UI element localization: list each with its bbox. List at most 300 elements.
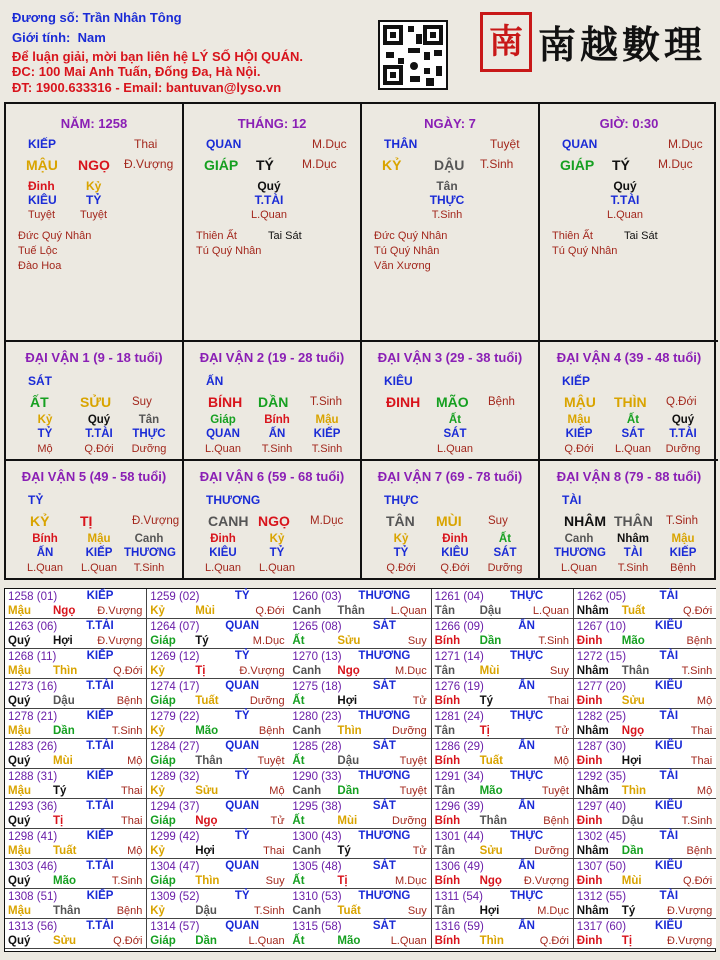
- year-label: 1264 (07): [150, 621, 200, 633]
- dai-van-hidden-stem: Tân: [138, 414, 160, 426]
- year-can: Mậu: [8, 605, 31, 617]
- year-phase: Q.Đới: [113, 935, 143, 947]
- year-star: TÀI: [659, 890, 679, 902]
- year-can: Quý: [8, 695, 31, 707]
- year-can: Canh: [292, 785, 322, 797]
- year-chi: Tý: [621, 905, 636, 917]
- dai-van-hidden-stem: Canh: [134, 533, 164, 545]
- dai-van-title: ĐẠI VẬN 8 (79 - 88 tuổi): [556, 469, 702, 484]
- year-label: 1295 (38): [292, 801, 342, 813]
- hidden-stem: Quý: [257, 179, 281, 193]
- pillar-chi: DẬU: [434, 157, 465, 173]
- year-star: THƯƠNG: [358, 590, 411, 602]
- year-chi: Sửu: [337, 635, 361, 647]
- shen-sha: Tai Sát: [624, 230, 658, 242]
- year-label: 1268 (11): [8, 651, 57, 663]
- dai-van-star: KIẾP: [562, 374, 591, 388]
- year-label: 1284 (27): [150, 741, 200, 753]
- year-can: Đinh: [576, 635, 603, 647]
- year-phase: Suy: [550, 665, 569, 677]
- year-can: Nhâm: [576, 605, 609, 617]
- year-label: 1263 (06): [8, 621, 58, 633]
- shen-sha: Thiên Ất: [196, 230, 237, 242]
- year-cell: [289, 889, 431, 919]
- hidden-stem-1: Đinh: [28, 179, 55, 193]
- year-can: Đinh: [576, 935, 603, 947]
- year-chi: Tuất: [53, 845, 77, 857]
- year-can: Giáp: [150, 875, 176, 887]
- year-chi: Hợi: [337, 695, 358, 707]
- pillar-1: [6, 104, 184, 342]
- dai-van-hidden-star: THƯƠNG: [554, 547, 606, 559]
- year-star: KIẾP: [86, 770, 114, 782]
- year-label: 1281 (24): [434, 711, 484, 723]
- pillar-top-star: THÂN: [384, 137, 418, 151]
- year-chi: Ngọ: [195, 815, 218, 827]
- year-chi: Thìn: [337, 725, 362, 737]
- hidden-phase: L.Quan: [606, 209, 644, 221]
- year-can: Mậu: [8, 665, 31, 677]
- year-cell: [574, 679, 716, 709]
- chart-main: [4, 102, 716, 580]
- dai-van-7: [362, 461, 540, 580]
- year-chi: Thân: [337, 605, 365, 617]
- year-chi: Dậu: [337, 755, 360, 767]
- year-phase: Tử: [412, 845, 427, 857]
- year-cell: [432, 589, 574, 619]
- qr-code[interactable]: [378, 20, 448, 90]
- pillar-title: NGÀY: 7: [424, 116, 476, 131]
- year-star: KIÊU: [655, 920, 683, 932]
- pillar-chi: TÝ: [256, 157, 274, 173]
- year-cell: [147, 739, 289, 769]
- year-cell: [574, 829, 716, 859]
- dai-van-2: [184, 342, 362, 461]
- year-star: QUAN: [225, 860, 260, 872]
- dai-van-hidden-stem: Canh: [564, 533, 594, 545]
- year-can: Canh: [292, 605, 322, 617]
- shen-sha: Thiên Ất: [552, 230, 593, 242]
- year-label: 1306 (49): [434, 861, 484, 873]
- year-label: 1297 (40): [576, 801, 627, 813]
- year-phase: Tuyệt: [399, 785, 427, 797]
- year-star: QUAN: [225, 680, 260, 692]
- year-label: 1278 (21): [8, 711, 58, 723]
- year-phase: Bệnh: [116, 905, 143, 917]
- year-cell: [147, 679, 289, 709]
- year-cell: [5, 769, 147, 799]
- year-label: 1277 (20): [576, 681, 627, 693]
- year-star: TỶ: [234, 770, 250, 782]
- dai-van-hidden-phase: Q.Đới: [564, 443, 594, 455]
- year-phase: Mộ: [269, 785, 285, 797]
- year-star: ẤN: [518, 800, 535, 812]
- year-chi: Mão: [195, 725, 219, 737]
- year-label: 1290 (33): [292, 771, 342, 783]
- dai-van-hidden-stem: Ất: [626, 414, 640, 426]
- year-cell: [574, 889, 716, 919]
- year-label: 1261 (04): [434, 591, 484, 603]
- year-star: SÁT: [372, 740, 396, 752]
- year-label: 1294 (37): [150, 801, 200, 813]
- dai-van-hidden-phase: L.Quan: [258, 562, 296, 574]
- year-phase: Bệnh: [258, 725, 285, 737]
- year-star: T.TÀI: [86, 800, 114, 812]
- year-chi: Tị: [195, 665, 206, 677]
- year-chi: Tuất: [621, 605, 646, 617]
- year-can: Giáp: [150, 815, 176, 827]
- year-chi: Tuất: [195, 695, 219, 707]
- year-phase: Dưỡng: [392, 725, 427, 737]
- dai-van-chi: MÙI: [436, 513, 462, 529]
- dai-van-hidden-star: T.TÀI: [85, 428, 113, 440]
- dai-van-hidden-phase: L.Quan: [560, 562, 598, 574]
- dai-van-star: TÀI: [562, 493, 582, 507]
- pillar-can: KỶ: [382, 157, 402, 173]
- dai-van-hidden-stem: Ất: [498, 533, 512, 545]
- year-can: Quý: [8, 755, 31, 767]
- year-chi: Ngọ: [621, 725, 645, 737]
- year-chi: Dần: [337, 785, 360, 797]
- year-phase: Thai: [690, 755, 713, 767]
- year-star: TÀI: [659, 710, 679, 722]
- year-chi: Tý: [53, 785, 67, 797]
- dai-van-8: [540, 461, 718, 580]
- year-label: 1280 (23): [292, 711, 342, 723]
- year-can: Nhâm: [576, 845, 609, 857]
- dai-van-hidden-phase: L.Quan: [26, 562, 64, 574]
- year-chi: Mùi: [53, 755, 73, 767]
- year-can: Mậu: [8, 725, 31, 737]
- year-can: Đinh: [576, 875, 603, 887]
- year-chi: Tý: [195, 635, 209, 647]
- year-cell: [432, 769, 574, 799]
- year-chi: Mùi: [621, 875, 642, 887]
- year-can: Kỷ: [150, 605, 165, 617]
- year-phase: Tuyệt: [257, 755, 285, 767]
- year-star: KIÊU: [655, 740, 683, 752]
- year-cell: [574, 619, 716, 649]
- dai-van-hidden-stem: Bính: [32, 533, 58, 545]
- year-star: THỰC: [510, 590, 544, 602]
- dai-van-star: KIÊU: [384, 374, 413, 388]
- year-star: THƯƠNG: [358, 830, 411, 842]
- dai-van-hidden-phase: L.Quan: [204, 443, 242, 455]
- dai-van-can: ĐINH: [386, 394, 421, 410]
- year-chi: Ngọ: [337, 665, 360, 677]
- year-phase: Q.Đới: [255, 605, 285, 617]
- year-cell: [147, 619, 289, 649]
- dai-van-can: ẤT: [30, 394, 49, 410]
- year-phase: T.Sinh: [111, 725, 143, 737]
- pillar-top-phase: M.Dục: [668, 137, 703, 151]
- year-cell: [574, 649, 716, 679]
- year-phase: Mộ: [696, 785, 713, 797]
- dai-van-hidden-star: THỰC: [132, 428, 166, 440]
- year-phase: Thai: [547, 695, 569, 707]
- dai-van-hidden-star: KIÊU: [441, 547, 469, 559]
- dai-van-title: ĐẠI VẬN 2 (19 - 28 tuổi): [199, 350, 345, 365]
- shen-sha: Tai Sát: [268, 230, 302, 242]
- shen-sha: Đức Quý Nhân: [374, 230, 448, 242]
- year-phase: L.Quan: [532, 605, 569, 617]
- year-cell: [289, 649, 431, 679]
- year-can: Giáp: [150, 935, 176, 947]
- year-label: 1267 (10): [576, 621, 627, 633]
- year-label: 1301 (44): [434, 831, 484, 843]
- year-label: 1314 (57): [150, 921, 200, 933]
- year-star: THỰC: [510, 830, 544, 842]
- year-chi: Hợi: [621, 755, 642, 767]
- year-can: Ất: [292, 635, 305, 647]
- year-phase: Bệnh: [116, 695, 143, 707]
- dai-van-hidden-stem: Kỷ: [393, 533, 409, 545]
- year-label: 1269 (12): [150, 651, 200, 663]
- year-cell: [574, 589, 716, 619]
- gender-label: Giới tính:: [12, 30, 71, 45]
- dai-van-can: MẬU: [564, 394, 596, 410]
- dai-van-hidden-stem: Quý: [87, 414, 111, 426]
- pillar-phase: Đ.Vượng: [124, 157, 174, 171]
- year-can: Đinh: [576, 755, 603, 767]
- year-label: 1282 (25): [576, 711, 627, 723]
- header: [0, 0, 720, 100]
- year-star: THỰC: [510, 770, 544, 782]
- year-chi: Mão: [53, 875, 76, 887]
- dai-van-title: ĐẠI VẬN 3 (29 - 38 tuổi): [377, 350, 523, 365]
- year-can: Quý: [8, 935, 31, 947]
- year-chi: Dậu: [621, 815, 644, 827]
- pillar-can: MẬU: [26, 157, 58, 173]
- year-chi: Thân: [195, 755, 223, 767]
- year-can: Tân: [434, 725, 456, 737]
- hidden-star-1: KIÊU: [28, 193, 57, 207]
- year-can: Ất: [292, 935, 305, 947]
- year-chi: Mão: [479, 785, 503, 797]
- year-star: KIÊU: [655, 800, 683, 812]
- year-phase: L.Quan: [390, 935, 427, 947]
- gender-line: [12, 30, 106, 45]
- dai-van-hidden-stem: Quý: [671, 414, 695, 426]
- hidden-star-2: TỶ: [86, 193, 102, 207]
- dai-van-chi: TỊ: [80, 513, 93, 529]
- dai-van-1: [6, 342, 184, 461]
- year-phase: M.Dục: [537, 905, 569, 917]
- year-can: Giáp: [150, 755, 176, 767]
- year-star: THỰC: [510, 710, 544, 722]
- year-star: TỶ: [234, 650, 250, 662]
- year-label: 1259 (02): [150, 591, 200, 603]
- dai-van-hidden-star: KIẾP: [313, 428, 341, 440]
- dai-van-hidden-phase: Bệnh: [670, 562, 696, 574]
- year-star: QUAN: [225, 740, 260, 752]
- year-cell: [574, 859, 716, 889]
- year-cell: [289, 679, 431, 709]
- pillar-3: [362, 104, 540, 342]
- dai-van-hidden-phase: Mộ: [37, 443, 53, 455]
- year-cell: [432, 739, 574, 769]
- year-label: 1272 (15): [576, 651, 627, 663]
- year-phase: Dưỡng: [249, 695, 285, 707]
- year-cell: [289, 769, 431, 799]
- dai-van-hidden-star: TÀI: [623, 547, 643, 559]
- pillar-2: [184, 104, 362, 342]
- dai-van-hidden-star: T.TÀI: [669, 428, 697, 440]
- year-star: KIÊU: [655, 680, 683, 692]
- dai-van-can: KỶ: [30, 513, 50, 529]
- hidden-phase-2: Tuyệt: [80, 209, 108, 221]
- year-star: THƯƠNG: [358, 650, 411, 662]
- dai-van-hidden-phase: Dưỡng: [665, 443, 701, 455]
- year-phase: T.Sinh: [681, 665, 713, 677]
- year-can: Ất: [292, 875, 305, 887]
- dai-van-title: ĐẠI VẬN 4 (39 - 48 tuổi): [556, 350, 702, 365]
- year-chi: Dần: [479, 635, 502, 647]
- pillar-top-phase: Tuyệt: [490, 137, 520, 151]
- year-cell: [147, 769, 289, 799]
- dai-van-hidden-phase: T.Sinh: [261, 443, 293, 455]
- pillar-can: GIÁP: [560, 157, 595, 173]
- hidden-phase: T.Sinh: [431, 209, 463, 221]
- pillar-chi: TÝ: [612, 157, 630, 173]
- pillar-title: NĂM: 1258: [60, 116, 128, 131]
- dai-van-hidden-phase: L.Quan: [80, 562, 118, 574]
- year-label: 1315 (58): [292, 921, 342, 933]
- year-chi: Sửu: [195, 785, 219, 797]
- dai-van-phase: Q.Đới: [666, 396, 697, 408]
- year-star: KIÊU: [655, 860, 683, 872]
- year-star: KIẾP: [86, 590, 114, 602]
- year-chi: Dần: [53, 725, 75, 737]
- dai-van-phase: Suy: [132, 396, 152, 408]
- year-star: TỶ: [234, 590, 250, 602]
- year-star: SÁT: [372, 680, 396, 692]
- shen-sha: Tú Quý Nhân: [374, 245, 440, 257]
- year-can: Canh: [292, 665, 322, 677]
- dai-van-hidden-stem: Mậu: [567, 414, 591, 426]
- year-star: TỶ: [234, 710, 250, 722]
- year-chi: Dậu: [479, 605, 502, 617]
- year-phase: Thai: [263, 845, 285, 857]
- year-cell: [147, 889, 289, 919]
- year-can: Kỷ: [150, 905, 165, 917]
- year-can: Kỷ: [150, 665, 165, 677]
- dai-van-hidden-stem: Ất: [448, 414, 462, 426]
- year-chi: Mùi: [337, 815, 358, 827]
- year-label: 1296 (39): [434, 801, 484, 813]
- dai-van-hidden-star: QUAN: [206, 428, 240, 440]
- owner-line: [12, 10, 182, 25]
- dai-van-hidden-star: TỶ: [393, 547, 409, 559]
- year-chi: Tý: [479, 695, 494, 707]
- pillar-4: [540, 104, 718, 342]
- year-phase: Tuyệt: [399, 755, 427, 767]
- year-chi: Dần: [195, 935, 217, 947]
- owner-label: Đương số:: [12, 10, 80, 25]
- dai-van-hidden-stem: Kỷ: [269, 533, 285, 545]
- year-cell: [432, 829, 574, 859]
- year-cell: [5, 739, 147, 769]
- owner-name: Trần Nhân Tông: [82, 10, 182, 25]
- dai-van-chi: MÃO: [436, 394, 469, 410]
- pillar-phase: T.Sinh: [480, 157, 514, 171]
- year-phase: Q.Đới: [539, 935, 569, 947]
- dai-van-star: TỶ: [28, 493, 44, 507]
- year-phase: Đ.Vượng: [239, 665, 285, 677]
- year-phase: Thai: [690, 725, 713, 737]
- contact-invite: Để luận giải, mời bạn liên hệ LÝ SỐ HỘI QUÁN.: [12, 49, 303, 64]
- year-cell: [289, 859, 431, 889]
- year-can: Mậu: [8, 785, 31, 797]
- year-can: Tân: [434, 845, 456, 857]
- year-grid: [4, 588, 716, 952]
- dai-van-hidden-phase: T.Sinh: [311, 443, 343, 455]
- year-chi: Mùi: [479, 665, 500, 677]
- year-cell: [147, 859, 289, 889]
- year-cell: [289, 829, 431, 859]
- shen-sha: Đào Hoa: [18, 260, 62, 272]
- year-star: ẤN: [518, 740, 535, 752]
- year-label: 1287 (30): [576, 741, 627, 753]
- dai-van-hidden-star: KIÊU: [209, 547, 237, 559]
- year-star: SÁT: [372, 920, 396, 932]
- dai-van-star: ẤN: [206, 374, 224, 388]
- year-can: Kỷ: [150, 725, 165, 737]
- dai-van-hidden-star: TỶ: [269, 547, 285, 559]
- year-cell: [289, 589, 431, 619]
- dai-van-6: [184, 461, 362, 580]
- brand-logo-text: 南越數理: [538, 22, 707, 67]
- dai-van-title: ĐẠI VẬN 6 (59 - 68 tuổi): [199, 469, 345, 484]
- year-chi: Hợi: [195, 845, 215, 857]
- year-can: Kỷ: [150, 845, 165, 857]
- year-star: TÀI: [659, 590, 679, 602]
- year-label: 1302 (45): [576, 831, 627, 843]
- year-star: THƯƠNG: [358, 770, 411, 782]
- year-can: Ất: [292, 815, 305, 827]
- year-chi: Sửu: [621, 695, 645, 707]
- year-can: Giáp: [150, 695, 176, 707]
- year-phase: Suy: [265, 875, 285, 887]
- year-can: Tân: [434, 785, 456, 797]
- year-can: Bính: [434, 875, 461, 887]
- year-can: Quý: [8, 875, 31, 887]
- year-cell: [432, 919, 574, 949]
- year-phase: Dưỡng: [392, 815, 427, 827]
- year-cell: [432, 649, 574, 679]
- dai-van-hidden-phase: L.Quan: [614, 443, 652, 455]
- year-cell: [432, 799, 574, 829]
- year-star: T.TÀI: [86, 920, 114, 932]
- year-label: 1266 (09): [434, 621, 484, 633]
- year-label: 1310 (53): [292, 891, 342, 903]
- year-label: 1311 (54): [434, 891, 483, 903]
- dai-van-hidden-star: SÁT: [621, 428, 645, 440]
- year-can: Mậu: [8, 905, 31, 917]
- hidden-stem: Quý: [613, 179, 637, 193]
- year-phase: Đ.Vượng: [523, 875, 569, 887]
- dai-van-phase: Bệnh: [488, 396, 515, 408]
- year-chi: Thìn: [479, 935, 504, 947]
- dai-van-hidden-stem: Kỷ: [37, 414, 53, 426]
- year-phase: T.Sinh: [111, 875, 143, 887]
- year-can: Nhâm: [576, 785, 609, 797]
- pillar-phase: M.Dục: [658, 157, 693, 171]
- year-can: Tân: [434, 665, 456, 677]
- year-label: 1317 (60): [576, 921, 627, 933]
- dai-van-phase: T.Sinh: [310, 396, 342, 408]
- year-chi: Tuất: [337, 905, 361, 917]
